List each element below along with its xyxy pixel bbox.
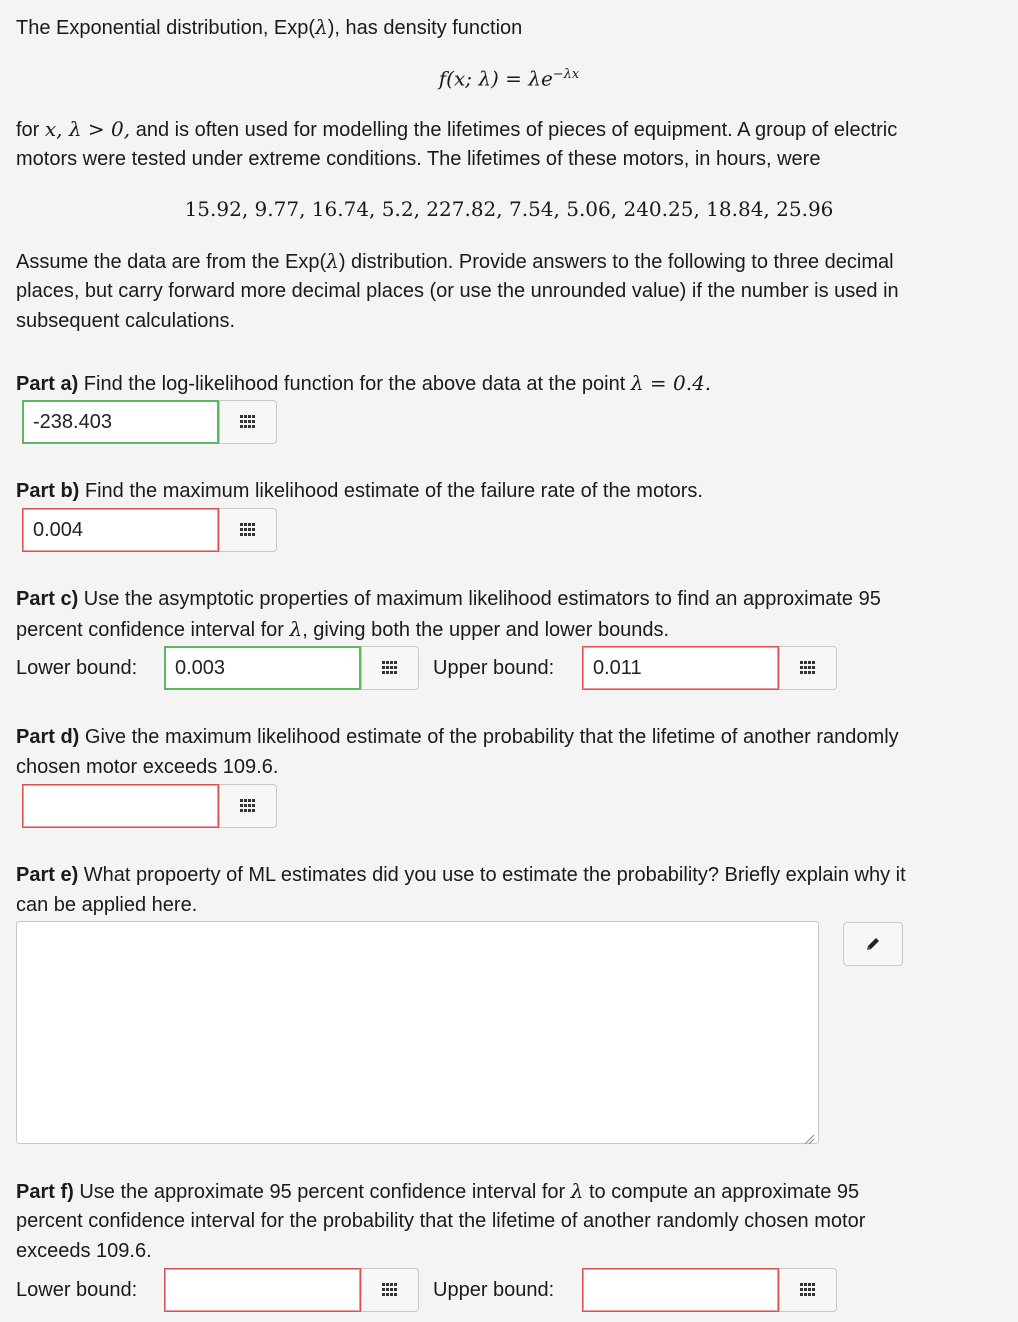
part-e-edit-button[interactable] (843, 922, 903, 966)
part-e-textarea[interactable] (16, 921, 819, 1144)
assume-line-1 (16, 246, 894, 277)
part-f-question-line-2: percent confidence interval for the probability that the lifetime of another randomly chosen motor (16, 1210, 866, 1232)
part-e-text: What propoerty of ML estimates did you use to estimate the probability? Briefly explain why it (78, 864, 906, 886)
part-c-lower-matrix-button[interactable] (361, 646, 419, 690)
part-c-text: percent confidence interval for (16, 619, 290, 641)
part-c-upper-input[interactable] (583, 647, 778, 689)
part-e-question-line-2: can be applied here. (16, 894, 198, 916)
matrix-grid-icon (800, 661, 816, 675)
part-a-text: Find the log-likelihood function for the above data at the point (78, 373, 631, 395)
density-formula (0, 60, 1018, 94)
part-f-lower-label: Lower bound: (16, 1279, 138, 1301)
matrix-grid-icon (240, 415, 256, 429)
part-b-text: Find the maximum likelihood estimate of the failure rate of the motors. (79, 480, 703, 502)
part-c-lower-input[interactable] (165, 647, 360, 689)
part-c-label: Part c) (16, 588, 79, 610)
lambda-symbol: λ (326, 249, 339, 273)
part-c-question-line-2 (16, 614, 669, 645)
matrix-grid-icon (800, 1283, 816, 1297)
part-c-lower-label: Lower bound: (16, 657, 138, 679)
part-f-lower-field[interactable] (164, 1268, 361, 1312)
part-b-matrix-button[interactable] (219, 508, 277, 552)
part-f-upper-field[interactable] (582, 1268, 779, 1312)
part-c-lower-field[interactable] (164, 646, 361, 690)
part-d-question-line-2: chosen motor exceeds 109.6. (16, 756, 279, 778)
part-d-question-line-1 (16, 722, 899, 752)
assume-text: ) distribution. Provide answers to the following to three decimal (338, 251, 894, 273)
intro-line-3: motors were tested under extreme conditions. The lifetimes of these motors, in hours, were (16, 148, 821, 170)
part-f-upper-input[interactable] (583, 1269, 778, 1311)
part-e-label: Part e) (16, 864, 79, 886)
intro-text: ), has density function (327, 17, 523, 39)
part-a-math: λ = 0.4. (630, 371, 712, 395)
part-f-upper-label: Upper bound: (433, 1279, 555, 1301)
part-c-text: , giving both the upper and lower bounds. (302, 619, 670, 641)
intro-text: The Exponential distribution, Exp( (16, 17, 316, 39)
formula-lhs: f(x; λ) = λe (438, 66, 553, 91)
pencil-icon (864, 935, 882, 953)
part-f-lower-input[interactable] (165, 1269, 360, 1311)
part-a-answer-field[interactable] (22, 400, 219, 444)
part-a-question (16, 368, 711, 399)
part-d-text: Give the maximum likelihood estimate of the probability that the lifetime of another randomly (79, 726, 899, 748)
part-f-question-line-3: exceeds 109.6. (16, 1240, 152, 1262)
part-b-question (16, 476, 703, 506)
part-b-answer-field[interactable] (22, 508, 219, 552)
part-b-input[interactable] (23, 509, 218, 551)
intro-line-2 (16, 114, 897, 145)
assume-line-2: places, but carry forward more decimal places (or use the unrounded value) if the number is used in (16, 280, 899, 302)
part-a-label: Part a) (16, 373, 79, 395)
matrix-grid-icon (382, 1283, 398, 1297)
intro-math: x, λ > 0, (44, 117, 131, 141)
assume-text: Assume the data are from the Exp( (16, 251, 327, 273)
part-c-question-line-1 (16, 584, 881, 614)
lambda-symbol: λ (570, 1179, 584, 1203)
part-a-input[interactable] (23, 401, 218, 443)
part-f-text: to compute an approximate 95 (583, 1181, 860, 1203)
matrix-grid-icon (382, 661, 398, 675)
matrix-grid-icon (240, 799, 256, 813)
part-c-upper-label: Upper bound: (433, 657, 555, 679)
lambda-symbol: λ (315, 15, 328, 39)
data-values: 15.92, 9.77, 16.74, 5.2, 227.82, 7.54, 5.06, 240.25, 18.84, 25.96 (184, 197, 834, 221)
part-d-answer-field[interactable] (22, 784, 219, 828)
intro-text: for (16, 119, 45, 141)
part-f-upper-matrix-button[interactable] (779, 1268, 837, 1312)
part-c-upper-field[interactable] (582, 646, 779, 690)
part-f-text: Use the approximate 95 percent confidence interval for (73, 1181, 571, 1203)
matrix-grid-icon (240, 523, 256, 537)
part-b-label: Part b) (16, 480, 80, 502)
assume-line-3: subsequent calculations. (16, 310, 236, 332)
part-f-question-line-1 (16, 1176, 859, 1207)
part-d-matrix-button[interactable] (219, 784, 277, 828)
resize-grip-icon[interactable] (803, 1128, 815, 1140)
intro-line-1 (16, 12, 522, 43)
formula-exponent: −λx (552, 67, 580, 82)
part-e-question-line-1 (16, 860, 906, 890)
part-d-label: Part d) (16, 726, 80, 748)
part-d-input[interactable] (23, 785, 218, 827)
part-c-text: Use the asymptotic properties of maximum likelihood estimators to find an approximate 95 (78, 588, 881, 610)
part-f-lower-matrix-button[interactable] (361, 1268, 419, 1312)
part-c-upper-matrix-button[interactable] (779, 646, 837, 690)
lambda-symbol: λ (289, 617, 303, 641)
intro-text: and is often used for modelling the lifetimes of pieces of equipment. A group of electric (130, 119, 898, 141)
part-a-matrix-button[interactable] (219, 400, 277, 444)
part-f-label: Part f) (16, 1181, 74, 1203)
